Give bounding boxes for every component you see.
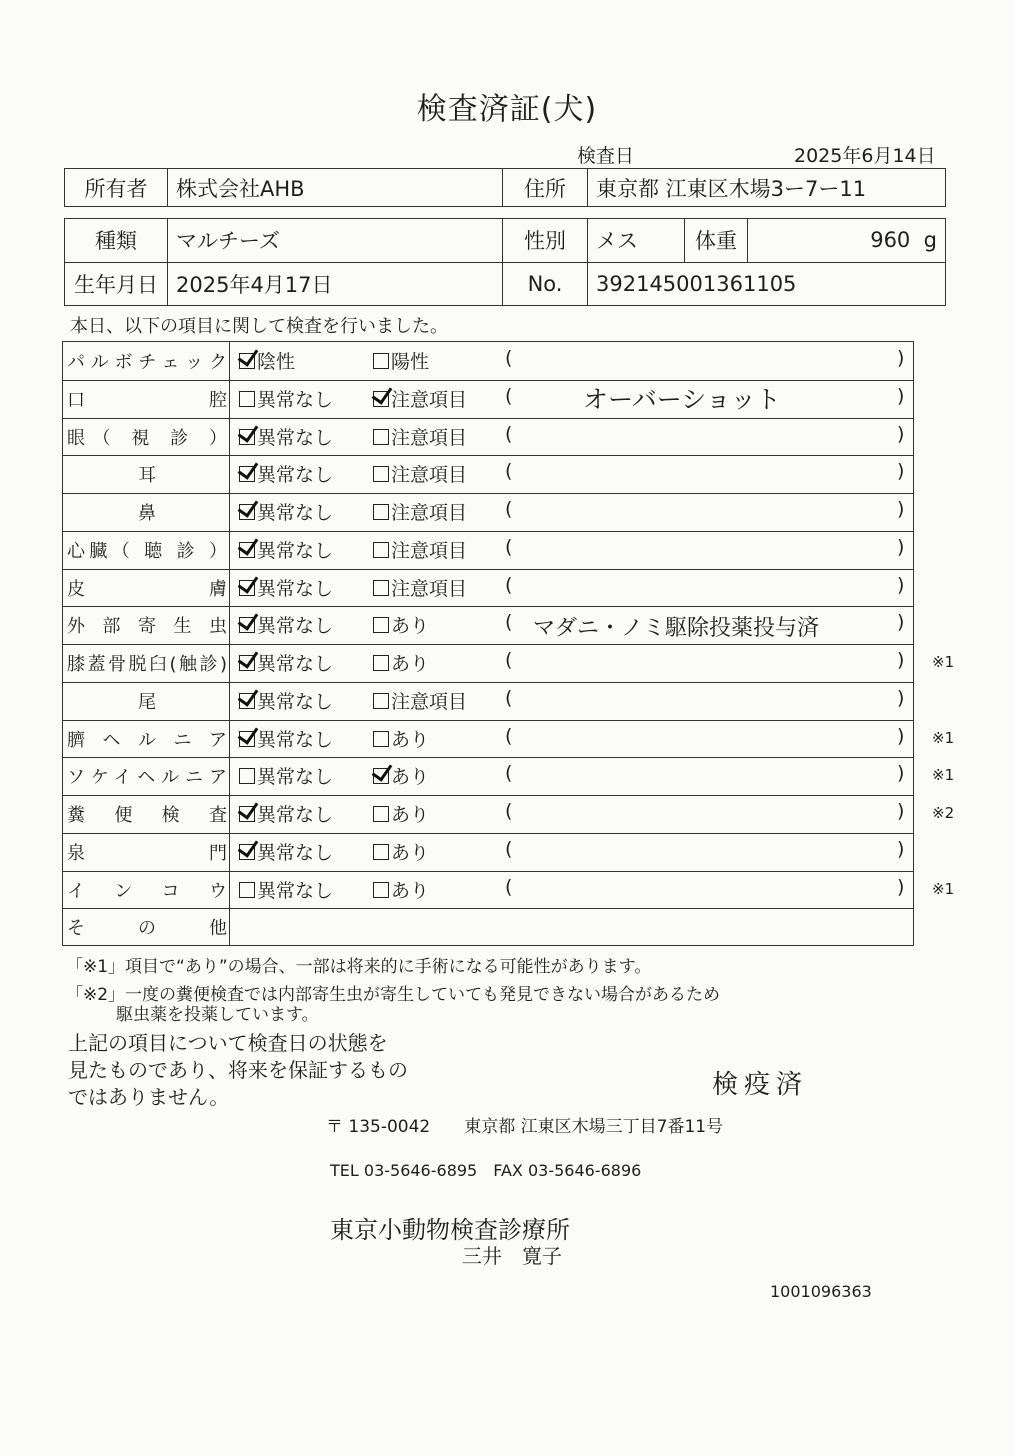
footnote-2: 「※2」一度の糞便検査では内部寄生虫が寄生していても発見できない場合があるため bbox=[66, 985, 721, 1005]
exam-date-value: 2025年6月14日 bbox=[794, 145, 936, 167]
checkbox[interactable] bbox=[239, 655, 255, 671]
inspection-row bbox=[63, 720, 913, 759]
inspection-option bbox=[373, 838, 429, 865]
open-paren: ( bbox=[505, 498, 513, 520]
option-label: あり bbox=[391, 766, 430, 789]
checkbox[interactable] bbox=[239, 429, 255, 445]
weight-value bbox=[748, 219, 946, 263]
footnote-1: 「※1」項目で“あり”の場合、一部は将来的に手術になる可能性があります。 bbox=[66, 957, 652, 977]
checkbox[interactable] bbox=[373, 655, 389, 671]
inspection-option bbox=[239, 385, 333, 412]
owner-value: 株式会社AHB bbox=[168, 169, 503, 207]
no-label: No. bbox=[503, 262, 588, 306]
inspection-option bbox=[239, 460, 333, 487]
open-paren: ( bbox=[505, 649, 513, 671]
checkbox[interactable] bbox=[373, 882, 389, 898]
inspection-option bbox=[373, 347, 429, 374]
option-label: 異常なし bbox=[257, 841, 334, 864]
inspection-option bbox=[239, 838, 333, 865]
option-label: 異常なし bbox=[257, 577, 334, 600]
inspection-label: 心臓（ 聴 診 ） bbox=[67, 540, 227, 562]
open-paren: ( bbox=[505, 460, 513, 483]
open-paren: ( bbox=[505, 762, 513, 785]
option-label: 注意項目 bbox=[391, 502, 468, 524]
no-value: 392145001361105 bbox=[588, 262, 946, 306]
birth-value: 2025年4月17日 bbox=[168, 262, 503, 306]
checkbox[interactable] bbox=[239, 391, 255, 407]
option-label: 異常なし bbox=[257, 388, 334, 411]
close-paren: ) bbox=[897, 724, 905, 747]
close-paren: ) bbox=[897, 573, 905, 596]
close-paren: ) bbox=[897, 649, 905, 671]
inspection-label: 外 部 寄 生 虫 bbox=[67, 616, 227, 638]
owner-table bbox=[64, 168, 946, 207]
open-paren: ( bbox=[505, 837, 513, 860]
disclaimer-line-1: 上記の項目について検査日の状態を bbox=[68, 1031, 388, 1055]
inspection-label: 耳 bbox=[138, 465, 156, 487]
clinic-address: 〒 135-0042 東京都 江東区木場三丁目7番11号 bbox=[326, 1117, 724, 1137]
disclaimer-line-2: 見たものであり、将来を保証するもの bbox=[68, 1058, 408, 1082]
checkbox[interactable] bbox=[373, 731, 389, 747]
checkbox[interactable] bbox=[239, 580, 255, 596]
close-paren: ) bbox=[897, 498, 905, 520]
option-label: 異常なし bbox=[257, 502, 334, 524]
checkbox[interactable] bbox=[373, 844, 389, 860]
inspection-row bbox=[63, 795, 913, 834]
inspection-grid bbox=[62, 341, 914, 946]
checkbox[interactable] bbox=[239, 731, 255, 747]
inspection-label: そ の 他 bbox=[67, 918, 227, 940]
inspection-row bbox=[63, 606, 913, 645]
inspection-option bbox=[373, 498, 467, 525]
option-label: あり bbox=[391, 653, 430, 675]
inspection-note: マダニ・ノミ駆除投薬投与済 bbox=[533, 616, 820, 642]
checkbox[interactable] bbox=[373, 429, 389, 445]
inspection-option bbox=[239, 536, 333, 563]
inspection-option bbox=[373, 762, 429, 789]
weight-label: 体重 bbox=[685, 219, 748, 263]
option-label: あり bbox=[391, 615, 430, 638]
close-paren: ) bbox=[897, 460, 905, 483]
checkbox[interactable] bbox=[373, 391, 389, 407]
checkbox[interactable] bbox=[239, 466, 255, 482]
open-paren: ( bbox=[505, 573, 513, 596]
address-value: 東京都 江東区木場3ー7ー11 bbox=[588, 169, 946, 207]
open-paren: ( bbox=[505, 422, 513, 445]
inspection-label: 眼（ 視 診 ） bbox=[67, 427, 227, 449]
inspection-row bbox=[63, 342, 913, 381]
sex-label: 性別 bbox=[503, 219, 588, 263]
inspection-option bbox=[373, 611, 429, 638]
option-label: 異常なし bbox=[257, 653, 334, 675]
option-label: 注意項目 bbox=[391, 426, 468, 449]
inspection-row bbox=[63, 908, 913, 946]
option-label: 異常なし bbox=[257, 426, 334, 449]
checkbox[interactable] bbox=[239, 844, 255, 860]
inspection-option bbox=[239, 876, 333, 903]
inspection-label: ソケイヘルニア bbox=[67, 767, 227, 789]
owner-label: 所有者 bbox=[65, 169, 168, 207]
weight-number: 960 bbox=[870, 228, 911, 253]
close-paren: ) bbox=[897, 875, 905, 898]
checkbox[interactable] bbox=[239, 504, 255, 520]
inspection-row bbox=[63, 871, 913, 910]
option-label: 異常なし bbox=[257, 615, 334, 638]
option-label: 異常なし bbox=[257, 804, 334, 826]
inspection-row bbox=[63, 493, 913, 532]
intro-text: 本日、以下の項目に関して検査を行いました。 bbox=[70, 316, 448, 337]
option-label: あり bbox=[391, 804, 430, 826]
open-paren: ( bbox=[505, 875, 513, 898]
serial-number: 1001096363 bbox=[770, 1282, 872, 1301]
option-label: 陰性 bbox=[257, 351, 296, 373]
option-label: あり bbox=[391, 841, 430, 864]
footnote-mark: ※2 bbox=[932, 804, 955, 822]
breed-value: マルチーズ bbox=[168, 219, 503, 263]
option-label: 異常なし bbox=[257, 690, 334, 713]
inspection-option bbox=[373, 536, 467, 563]
inspection-row bbox=[63, 682, 913, 721]
inspection-option bbox=[373, 800, 429, 827]
footnote-mark: ※1 bbox=[932, 879, 955, 898]
close-paren: ) bbox=[897, 762, 905, 785]
inspection-option bbox=[373, 876, 429, 903]
footnote-mark: ※1 bbox=[932, 728, 955, 747]
weight-unit: g bbox=[923, 228, 937, 253]
inspection-label: 皮 膚 bbox=[67, 578, 227, 600]
inspection-option bbox=[239, 574, 333, 601]
close-paren: ) bbox=[897, 384, 905, 407]
close-paren: ) bbox=[897, 535, 905, 558]
inspection-label: 膝蓋骨脱臼(触診) bbox=[67, 654, 227, 675]
inspection-option bbox=[239, 498, 333, 525]
option-label: 注意項目 bbox=[391, 539, 468, 562]
inspection-option bbox=[239, 762, 333, 789]
inspection-label: パルボチェック bbox=[67, 352, 227, 373]
animal-table bbox=[64, 218, 946, 306]
checkbox[interactable] bbox=[239, 693, 255, 709]
checkbox[interactable] bbox=[373, 466, 389, 482]
inspection-label: 臍 ヘ ル ニ ア bbox=[67, 729, 227, 751]
inspection-row bbox=[63, 833, 913, 872]
checkbox[interactable] bbox=[373, 806, 389, 822]
option-label: 陽性 bbox=[391, 351, 430, 373]
inspection-row bbox=[63, 757, 913, 796]
inspection-option bbox=[373, 725, 429, 752]
clinic-name: 東京小動物検査診療所 bbox=[330, 1216, 570, 1244]
inspection-label: 尾 bbox=[138, 691, 156, 713]
inspection-option bbox=[239, 649, 333, 676]
inspection-option bbox=[239, 687, 333, 714]
inspection-label: 口 腔 bbox=[67, 389, 227, 411]
inspection-option bbox=[239, 347, 295, 374]
checkbox[interactable] bbox=[373, 617, 389, 633]
inspection-option bbox=[239, 611, 333, 638]
checkbox[interactable] bbox=[373, 542, 389, 558]
option-label: 異常なし bbox=[257, 539, 334, 562]
checkbox[interactable] bbox=[239, 353, 255, 369]
open-paren: ( bbox=[505, 611, 513, 634]
document-title: 検査済証(犬) bbox=[416, 92, 598, 127]
checkbox[interactable] bbox=[373, 504, 389, 520]
open-paren: ( bbox=[505, 535, 513, 558]
close-paren: ) bbox=[897, 837, 905, 860]
checkbox[interactable] bbox=[373, 580, 389, 596]
checkbox[interactable] bbox=[239, 882, 255, 898]
close-paren: ) bbox=[897, 686, 905, 709]
open-paren: ( bbox=[505, 686, 513, 709]
exam-date-label: 検査日 bbox=[577, 145, 635, 167]
footnote-mark: ※1 bbox=[932, 766, 955, 785]
inspection-option bbox=[373, 460, 467, 487]
open-paren: ( bbox=[505, 384, 513, 407]
inspection-option bbox=[239, 423, 333, 450]
open-paren: ( bbox=[505, 724, 513, 747]
checkbox[interactable] bbox=[239, 617, 255, 633]
sex-value: メス bbox=[588, 219, 685, 263]
quarantine-stamp: 検疫済 bbox=[712, 1070, 809, 1100]
checkbox[interactable] bbox=[239, 768, 255, 784]
inspection-option bbox=[373, 423, 467, 450]
inspection-note: オーバーショット bbox=[583, 384, 781, 414]
inspection-option bbox=[239, 725, 333, 752]
inspection-option bbox=[373, 574, 467, 601]
inspection-label: 糞 便 検 査 bbox=[67, 805, 227, 826]
option-label: 注意項目 bbox=[391, 464, 468, 487]
inspection-row bbox=[63, 644, 913, 683]
footnote-2-cont: 駆虫薬を投薬しています。 bbox=[116, 1005, 319, 1025]
option-label: あり bbox=[391, 728, 430, 751]
inspection-option bbox=[239, 800, 333, 827]
disclaimer bbox=[68, 1030, 408, 1111]
birth-label: 生年月日 bbox=[65, 262, 168, 306]
clinic-phone: TEL 03-5646-6895 FAX 03-5646-6896 bbox=[330, 1161, 642, 1180]
option-label: 異常なし bbox=[257, 879, 334, 902]
close-paren: ) bbox=[897, 800, 905, 822]
option-label: あり bbox=[391, 879, 430, 902]
footnote-mark: ※1 bbox=[932, 653, 955, 671]
inspection-label: 鼻 bbox=[138, 503, 156, 524]
checkbox[interactable] bbox=[239, 806, 255, 822]
inspection-row bbox=[63, 455, 913, 494]
option-label: 異常なし bbox=[257, 766, 334, 789]
inspection-row bbox=[63, 380, 913, 419]
option-label: 異常なし bbox=[257, 728, 334, 751]
checkbox[interactable] bbox=[373, 353, 389, 369]
open-paren: ( bbox=[505, 347, 513, 369]
checkbox[interactable] bbox=[373, 693, 389, 709]
inspection-option bbox=[373, 649, 429, 676]
close-paren: ) bbox=[897, 422, 905, 445]
inspection-row bbox=[63, 418, 913, 457]
inspection-label: イ ン コ ウ bbox=[67, 880, 227, 902]
inspection-row bbox=[63, 531, 913, 570]
close-paren: ) bbox=[897, 611, 905, 634]
inspection-option bbox=[373, 687, 467, 714]
option-label: 注意項目 bbox=[391, 690, 468, 713]
address-label: 住所 bbox=[503, 169, 588, 207]
option-label: 注意項目 bbox=[391, 388, 468, 411]
inspection-option bbox=[373, 385, 467, 412]
checkbox[interactable] bbox=[239, 542, 255, 558]
veterinarian-name: 三井 寛子 bbox=[462, 1244, 562, 1268]
option-label: 異常なし bbox=[257, 464, 334, 487]
checkbox[interactable] bbox=[373, 768, 389, 784]
breed-label: 種類 bbox=[65, 219, 168, 263]
inspection-label: 泉 門 bbox=[67, 842, 227, 864]
open-paren: ( bbox=[505, 800, 513, 822]
option-label: 注意項目 bbox=[391, 577, 468, 600]
disclaimer-line-3: ではありません。 bbox=[68, 1085, 230, 1109]
close-paren: ) bbox=[897, 347, 905, 369]
inspection-row bbox=[63, 569, 913, 608]
